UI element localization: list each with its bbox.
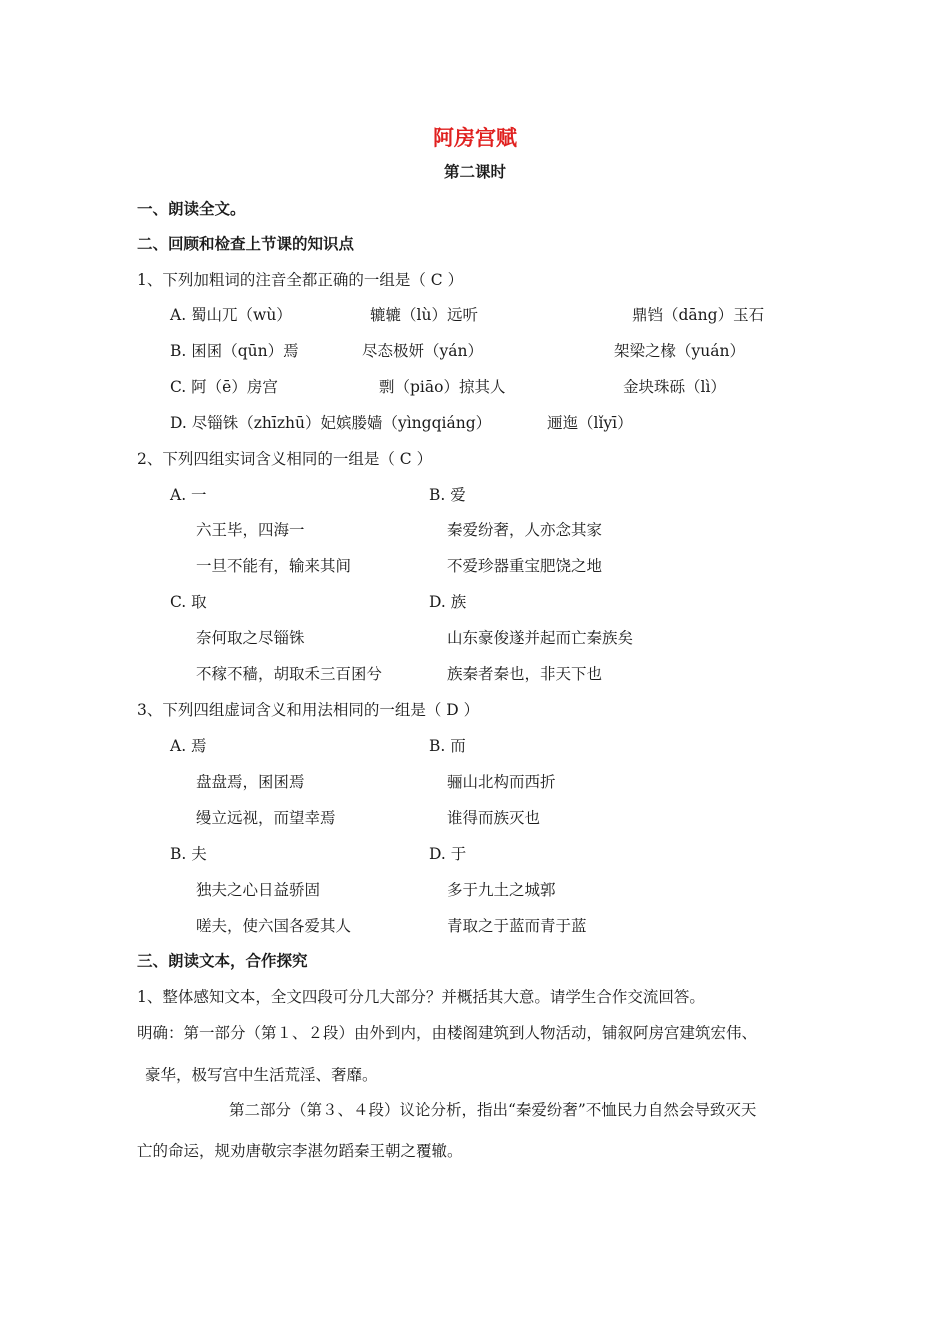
- q3-option-d-label: D. 于: [429, 845, 467, 863]
- q2-option-a-label: A. 一: [170, 486, 207, 504]
- q1-option-b-3: 架梁之椽（yuán）: [614, 342, 745, 360]
- q1-option-c-2: 剽（piāo）掠其人: [379, 378, 506, 396]
- q1-option-a-3: 鼎铛（dāng）玉石: [632, 306, 765, 324]
- q1-stem: 1、下列加粗词的注音全都正确的一组是（ C ）: [137, 271, 464, 289]
- q1-option-b-2: 尽态极妍（yán）: [362, 342, 483, 360]
- q3-a-sentence-2: 缦立远视，而望幸焉: [196, 809, 336, 827]
- q2-c-sentence-2: 不稼不穑，胡取禾三百囷兮: [196, 665, 383, 683]
- q3-d-sentence-1: 多于九土之城郭: [447, 881, 556, 899]
- q3-stem: 3、下列四组虚词含义和用法相同的一组是（ D ）: [137, 701, 480, 719]
- q2-option-d-label: D. 族: [429, 593, 467, 611]
- section-2-heading: 二、回顾和检查上节课的知识点: [137, 235, 355, 253]
- section-1-heading: 一、朗读全文。: [137, 200, 246, 218]
- q3-c-sentence-1: 独夫之心日益骄固: [196, 881, 321, 899]
- q3-b-sentence-2: 谁得而族灭也: [447, 809, 541, 827]
- q1-option-c-1: C. 阿（ē）房宫: [170, 378, 278, 396]
- section-3-answer-line-2: 豪华，极写宫中生活荒淫、奢靡。: [145, 1066, 378, 1084]
- section-3-heading: 三、朗读文本，合作探究: [137, 952, 308, 970]
- page-title: 阿房宫赋: [433, 126, 517, 150]
- q2-option-c-label: C. 取: [170, 593, 207, 611]
- q2-b-sentence-1: 秦爱纷奢，人亦念其家: [447, 521, 603, 539]
- q2-d-sentence-1: 山东豪俊遂并起而亡秦族矣: [447, 629, 634, 647]
- q1-option-c-3: 金块珠砾（lì）: [623, 378, 726, 396]
- q2-d-sentence-2: 族秦者秦也，非天下也: [447, 665, 603, 683]
- section-3-answer-line-1: 明确：第一部分（第１、２段）由外到内，由楼阁建筑到人物活动，铺叙阿房宫建筑宏伟、: [137, 1024, 758, 1042]
- q3-d-sentence-2: 青取之于蓝而青于蓝: [447, 917, 587, 935]
- q1-option-b-1: B. 囷囷（qūn）焉: [170, 342, 299, 360]
- q2-a-sentence-1: 六王毕，四海一: [196, 521, 305, 539]
- section-3-question: 1、整体感知文本，全文四段可分几大部分？并概括其大意。请学生合作交流回答。: [137, 988, 705, 1006]
- page-subtitle: 第二课时: [443, 163, 506, 181]
- q1-option-d-1: D. 尽锱铢（zhīzhū）妃嫔媵嫱（yìngqiáng）: [170, 414, 492, 432]
- q1-option-d-2: 逦迤（lǐyī）: [547, 414, 633, 432]
- section-3-answer-line-4: 亡的命运，规劝唐敬宗李湛勿蹈秦王朝之覆辙。: [137, 1142, 463, 1160]
- q2-b-sentence-2: 不爱珍器重宝肥饶之地: [447, 557, 603, 575]
- q3-c-sentence-2: 嗟夫，使六国各爱其人: [196, 917, 352, 935]
- q3-b-sentence-1: 骊山北构而西折: [447, 773, 556, 791]
- q1-option-a-1: A. 蜀山兀（wù）: [170, 306, 292, 324]
- q3-option-c-label: B. 夫: [170, 845, 207, 863]
- q3-a-sentence-1: 盘盘焉，囷囷焉: [196, 773, 305, 791]
- q2-option-b-label: B. 爱: [429, 486, 466, 504]
- section-3-answer-line-3: 第二部分（第３、４段）议论分析，指出“秦爱纷奢”不恤民力自然会导致灭天: [229, 1101, 757, 1119]
- q2-stem: 2、下列四组实词含义相同的一组是（ C ）: [137, 450, 433, 468]
- q2-a-sentence-2: 一旦不能有，输来其间: [196, 557, 352, 575]
- q3-option-b-label: B. 而: [429, 737, 466, 755]
- q1-option-a-2: 辘辘（lù）远听: [370, 306, 478, 324]
- q2-c-sentence-1: 奈何取之尽锱铢: [196, 629, 305, 647]
- q3-option-a-label: A. 焉: [170, 737, 207, 755]
